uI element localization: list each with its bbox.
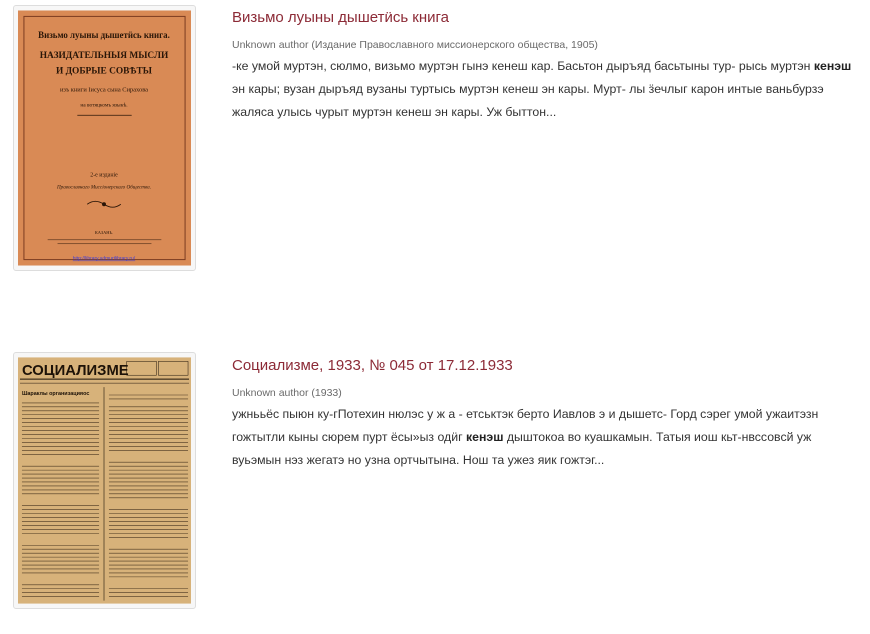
snippet-text: эн кары; вузан дыръяд вузаны туртысь муртэн кенеш эн кары. Мурт- лы ӟечлыг карон интые ваньбурзэ жаляса улысь чурыт муртэн кенеш эн кары. Уж быттон... xyxy=(232,82,824,119)
result-author[interactable]: Unknown author xyxy=(232,387,309,399)
snippet-text: ужнььёс пыюн ку-гПотехин нюлэс у ж а - етськтэк берто Иавлов э и дышетс- Горд сэрег умой ужаитэзн гожтытли кыны сюрем пурт ёсы»ыз одӥг xyxy=(232,407,819,444)
cover-line3: изъ книги Іисуса сына Сирахова xyxy=(60,86,149,94)
cover-url: http://library.udmurtlibrary.ru/ xyxy=(72,256,136,262)
book-cover-image xyxy=(18,10,191,266)
result-snippet xyxy=(232,403,860,472)
snippet-highlight: кенэш xyxy=(813,59,852,73)
cover-line2: И ДОБРЫЕ СОВѢТЫ xyxy=(55,66,153,77)
cover-edition: 2-е изданіе xyxy=(90,172,118,179)
newspaper-page-image xyxy=(18,357,191,604)
cover-city: КАЗАНЬ. xyxy=(94,229,114,235)
newspaper-thumbnail[interactable] xyxy=(13,352,196,609)
snippet-text: дыштокоа во куашкамын. Татыя иош кьт-нвссовсй уж вуьэмын нэз жегатэ но узна ортчытына. Нош та ужез яик гожтэг... xyxy=(232,430,812,467)
cover-line1: НАЗИДАТЕЛЬНЫЯ МЫСЛИ xyxy=(39,50,169,61)
result-snippet xyxy=(232,55,860,124)
book-thumbnail[interactable] xyxy=(13,5,196,271)
snippet-highlight: кенэш xyxy=(465,430,504,444)
cover-publisher: Православнаго Миссіонерскаго Общества. xyxy=(56,184,152,191)
result-meta xyxy=(232,386,860,400)
cover-heading: Визьмо луыны дышетӥсь книга. xyxy=(38,30,170,41)
result-title-link[interactable]: Визьмо луыны дышетӥсь книга xyxy=(232,9,450,26)
result-title-link[interactable]: Социализме, 1933, № 045 от 17.12.1933 xyxy=(232,357,513,374)
result-author[interactable]: Unknown author xyxy=(232,39,309,51)
snippet-text: -ке умой муртэн, сюлмо, визьмо муртэн гынэ кенеш кар. Басьтон дыръяд басьтыны тур- рысь муртэн xyxy=(232,59,814,73)
newspaper-headline: Шараклы организацияос xyxy=(21,390,90,397)
result-publisher-year: (Издание Православного миссионерского общества, 1905) xyxy=(311,39,598,51)
cover-line4: на вотяцкомъ языкѣ. xyxy=(80,102,128,109)
result-publisher-year: (1933) xyxy=(311,387,342,399)
result-meta xyxy=(232,38,860,52)
newspaper-masthead: СОЦИАЛИЗМЕ xyxy=(21,363,129,380)
